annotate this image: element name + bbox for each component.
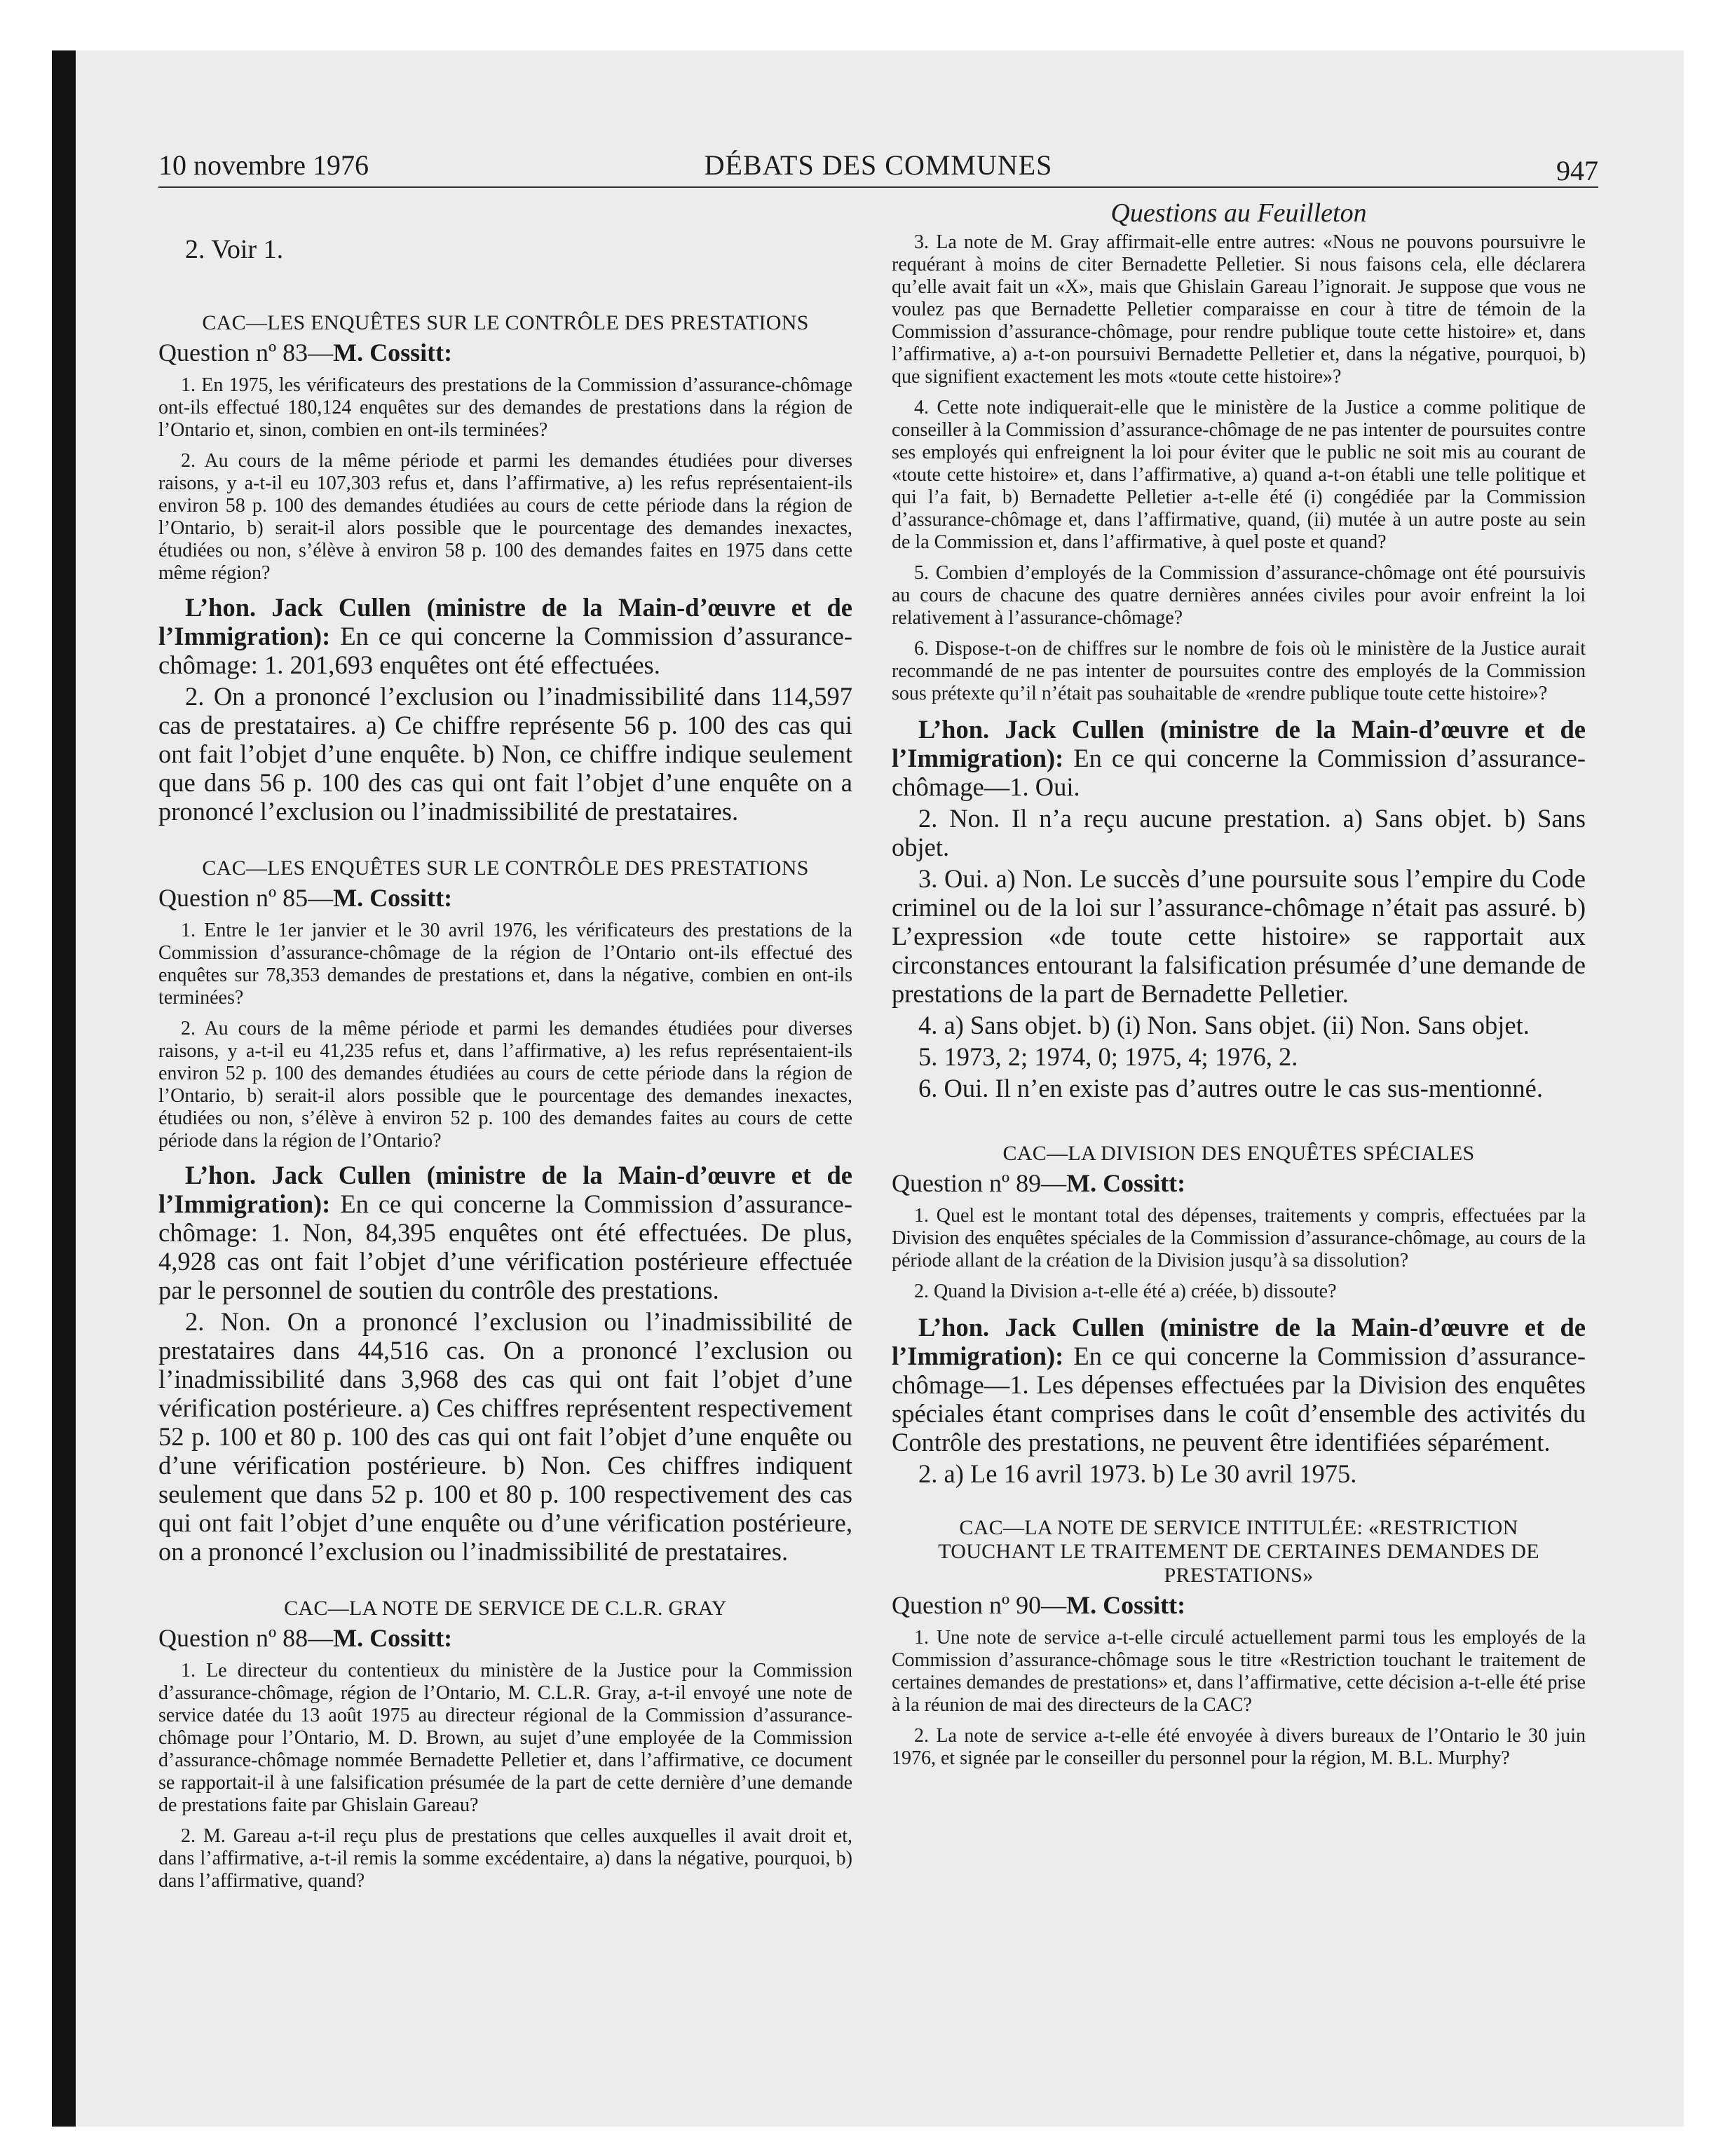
answer-text: 2. a) Le 16 avril 1973. b) Le 30 avril 1975. — [918, 1459, 1357, 1488]
question-author: M. Cossitt: — [333, 1624, 453, 1652]
answer-text: 4. a) Sans objet. b) (i) Non. Sans objet. (ii) Non. Sans objet. — [918, 1011, 1530, 1039]
answer-text — [158, 1161, 852, 1304]
question-text: 2. Au cours de la même période et parmi les demandes étudiées pour diverses raisons, y a-t-il eu 41,235 refus et, dans l’affirmative, a) les refus représentaient-ils environ 52 p. 100 des demandes étudiées au cours de cette période dans la région de l’Ontario, b) serait-il alors possible que le pourcentage des demandes inexactes, étudiées ou non, s’élève à environ 52 p. 100 des demandes faites au cours de cette période dans la région de l’Ontario? — [158, 1018, 852, 1152]
header-date: 10 novembre 1976 — [158, 149, 369, 181]
question-text: 1. Quel est le montant total des dépenses, traitements y compris, effectuées par la Division des enquêtes spéciales de la Commission d’assurance-chômage, au cours de la période allant de la création de la Division jusqu’à sa dissolution? — [892, 1205, 1586, 1271]
binding-edge — [52, 50, 76, 2127]
question-text: 4. Cette note indiquerait-elle que le ministère de la Justice a comme politique de conseiller à la Commission d’assurance-chômage de ne pas intenter de poursuites contre ses employés qui enfreignent la loi pour éviter que le public ne soit mis au courant de «toute cette histoire» et, dans l’affirmative, a) quand a-t-on établi une telle politique et qui l’a fait, b) Bernadette Pelletier a-t-elle été (i) congédiée par la Commission d’assurance-chômage et, dans l’affirmative, quand, (ii) mutée à un autre poste au sein de la Commission et, dans l’affirmative, à quel poste et quand? — [892, 397, 1586, 553]
question-text: 2. Quand la Division a-t-elle été a) créée, b) dissoute? — [914, 1281, 1337, 1302]
section-caption: CAC—LA NOTE DE SERVICE INTITULÉE: «RESTRICTION TOUCHANT LE TRAITEMENT DE CERTAINES DEMANDES DE PRESTATIONS» — [938, 1516, 1539, 1587]
question-author: M. Cossitt: — [1066, 1591, 1186, 1619]
page-number: 947 — [1556, 155, 1598, 186]
question-text: 1. Le directeur du contentieux du ministère de la Justice pour la Commission d’assurance-chômage, région de l’Ontario, M. C.L.R. Gray, a-t-il envoyé une note de service datée du 13 août 1975 au directeur régional de la Commission d’assurance-chômage pour l’Ontario, M. D. Brown, au sujet d’une employée de la Commission d’assurance-chômage nommée Bernadette Pelletier et, dans l’affirmative, ce document se rapportait-il à une falsification présumée de la part de cette dernière d’une demande de prestations faite par Ghislain Gareau? — [158, 1660, 852, 1816]
answer-text: 2. On a prononcé l’exclusion ou l’inadmissibilité dans 114,597 cas de prestataires. a) Ce chiffre représente 56 p. 100 des cas qui ont fait l’objet d’une enquête. b) Non, ce chiffre indique seulement que dans 56 p. 100 des cas qui ont fait l’objet d’une enquête on a prononcé l’exclusion ou l’inadmissibilité de prestataires. — [158, 682, 852, 826]
question-text: 1. Une note de service a-t-elle circulé actuellement parmi tous les employés de la Commission d’assurance-chômage sous le titre «Restriction touchant le traitement de certaines demandes de prestations» et, dans l’affirmative, cette décision a-t-elle été prise à la réunion de mai des directeurs de la CAC? — [892, 1627, 1586, 1716]
answer-text: 5. 1973, 2; 1974, 0; 1975, 4; 1976, 2. — [918, 1042, 1298, 1071]
question-heading — [158, 883, 852, 913]
intro-note: 2. Voir 1. — [185, 235, 284, 264]
section-caption: CAC—LA DIVISION DES ENQUÊTES SPÉCIALES — [1002, 1142, 1475, 1165]
question-heading — [892, 1168, 1586, 1198]
section-caption: CAC—LA NOTE DE SERVICE DE C.L.R. GRAY — [284, 1597, 727, 1620]
question-text: 1. Entre le 1er janvier et le 30 avril 1976, les vérificateurs des prestations de la Commission d’assurance-chômage de la région de l’Ontario ont-ils effectué des enquêtes sur 78,353 demandes de prestations et, dans la négative, combien en ont-ils terminées? — [158, 920, 852, 1009]
header-title: DÉBATS DES COMMUNES — [704, 149, 1053, 181]
answer-speaker: L’hon. Jack Cullen (ministre de la Main-d’œuvre et de l’Immigration): — [158, 1161, 852, 1218]
question-author: M. Cossitt: — [333, 339, 453, 367]
answer-speaker: L’hon. Jack Cullen (ministre de la Main-d’œuvre et de l’Immigration): — [892, 715, 1586, 772]
question-heading — [892, 1590, 1586, 1620]
continuation-title: Questions au Feuilleton — [1110, 198, 1367, 228]
question-text: 3. La note de M. Gray affirmait-elle entre autres: «Nous ne pouvons poursuivre le requérant à moins de citer Bernadette Pelletier. Si nous faisons cela, elle déclarera qu’elle avait fait un «X», mais que Ghislain Gareau l’ignorait. Je suppose que vous ne voulez pas que Bernadette Pelletier comparaisse en cour à titre de témoin de la Commission d’assurance-chômage, pour rendre publique toute cette histoire» et, dans l’affirmative, a) a-t-on poursuivi Bernadette Pelletier et, dans la négative, pourquoi, b) que signifient exactement les mots «toute cette histoire»? — [892, 231, 1586, 388]
section-caption: CAC—LES ENQUÊTES SUR LE CONTRÔLE DES PRESTATIONS — [202, 311, 809, 334]
question-heading — [158, 1623, 852, 1653]
section-q83 — [158, 311, 852, 826]
answer-text: 3. Oui. a) Non. Le succès d’une poursuite sous l’empire du Code criminel ou de la loi sur l’assurance-chômage n’était pas assuré. b) L’expression «de toute cette histoire» se rapportait aux circonstances entourant la falsification présumée d’une demande de prestations de la part de Bernadette Pelletier. — [892, 864, 1586, 1008]
question-text: 1. En 1975, les vérificateurs des prestations de la Commission d’assurance-chômage ont-ils effectué 180,124 enquêtes sur des demandes de prestations dans la région de l’Ontario et, sinon, combien en ont-ils terminées? — [158, 374, 852, 441]
section-caption: CAC—LES ENQUÊTES SUR LE CONTRÔLE DES PRESTATIONS — [202, 857, 809, 880]
left-column — [158, 198, 852, 1901]
question-text: 2. La note de service a-t-elle été envoyée à divers bureaux de l’Ontario le 30 juin 1976, et signée par le conseiller du personnel pour la région, M. B.L. Murphy? — [892, 1725, 1586, 1769]
answer-text — [892, 715, 1586, 801]
question-text: 5. Combien d’employés de la Commission d’assurance-chômage ont été poursuivis au cours de chacune des quatre dernières années civiles pour avoir enfreint la loi relativement à l’assurance-chômage? — [892, 562, 1586, 629]
section-q89 — [892, 1142, 1586, 1488]
question-number: Question nº 83— — [158, 339, 334, 367]
section-q88 — [158, 1597, 852, 1892]
question-number: Question nº 88— — [158, 1624, 334, 1652]
answer-text: 6. Oui. Il n’en existe pas d’autres outre le cas sus-mentionné. — [918, 1074, 1543, 1103]
question-text: 6. Dispose-t-on de chiffres sur le nombre de fois où le ministère de la Justice aurait recommandé de ne pas intenter de poursuites contre des employés de la Commission sous prétexte qu’il n’était pas souhaitable de «rendre publique toute cette histoire»? — [892, 638, 1586, 704]
question-author: M. Cossitt: — [1066, 1169, 1186, 1197]
answer-body: En ce qui concerne la Commission d’assurance-chômage: 1. Non, 84,395 enquêtes ont été effectuées. De plus, 4,928 cas ont fait l’objet d’une vérification postérieure effectuée par le personnel de soutien du contrôle des prestations. — [158, 1189, 852, 1304]
answer-body: En ce qui concerne la Commission d’assurance-chômage—1. Les dépenses effectuées par la Division des enquêtes spéciales étant comprises dans le coût d’ensemble des activités du Contrôle des prestations, ne peuvent être identifiées séparément. — [892, 1342, 1586, 1456]
answer-text — [892, 1313, 1586, 1456]
answer-body: En ce qui concerne la Commission d’assurance-chômage: 1. 201,693 enquêtes ont été effectuées. — [158, 622, 852, 679]
page-header — [158, 146, 1598, 188]
section-q90 — [892, 1516, 1586, 1770]
answer-text: 2. Non. Il n’a reçu aucune prestation. a) Sans objet. b) Sans objet. — [892, 804, 1586, 861]
section-q85 — [158, 857, 852, 1566]
question-number: Question nº 89— — [892, 1169, 1067, 1197]
right-column — [892, 198, 1586, 1778]
question-text: 2. M. Gareau a-t-il reçu plus de prestations que celles auxquelles il avait droit et, dans l’affirmative, a-t-il remis la somme excédentaire, a) dans la négative, pourquoi, b) dans l’affirmative, quand? — [158, 1825, 852, 1892]
answer-text: 2. Non. On a prononcé l’exclusion ou l’inadmissibilité de prestataires dans 44,516 cas. On a prononcé l’exclusion ou l’inadmissibilité dans 3,968 des cas qui ont fait l’objet d’une vérification postérieure. a) Ces chiffres représentent respectivement 52 p. 100 et 80 p. 100 des cas qui ont fait l’objet d’une enquête ou d’une vérification postérieure. b) Non. Ces chiffres indiquent seulement que dans 52 p. 100 et 80 p. 100 respectivement des cas qui ont fait l’objet d’une enquête ou d’une vérification postérieure, on a prononcé l’exclusion ou l’inadmissibilité de prestataires. — [158, 1307, 852, 1566]
section-q88-continued — [892, 231, 1586, 1103]
answer-body: En ce qui concerne la Commission d’assurance-chômage—1. Oui. — [892, 744, 1586, 801]
question-text: 2. Au cours de la même période et parmi les demandes étudiées pour diverses raisons, y a-t-il eu 107,303 refus et, dans l’affirmative, a) les refus représentaient-ils environ 58 p. 100 des demandes étudiées au cours de cette période dans la région de l’Ontario, b) serait-il alors possible que le pourcentage des demandes inexactes, étudiées ou non, s’élève à environ 58 p. 100 des demandes faites en 1975 dans cette même région? — [158, 450, 852, 584]
question-number: Question nº 90— — [892, 1591, 1067, 1619]
answer-text — [158, 593, 852, 679]
question-number: Question nº 85— — [158, 884, 334, 912]
question-author: M. Cossitt: — [333, 884, 453, 912]
answer-speaker: L’hon. Jack Cullen (ministre de la Main-d’œuvre et de l’Immigration): — [158, 593, 852, 650]
answer-speaker: L’hon. Jack Cullen (ministre de la Main-d’œuvre et de l’Immigration): — [892, 1313, 1586, 1370]
question-heading — [158, 338, 852, 367]
